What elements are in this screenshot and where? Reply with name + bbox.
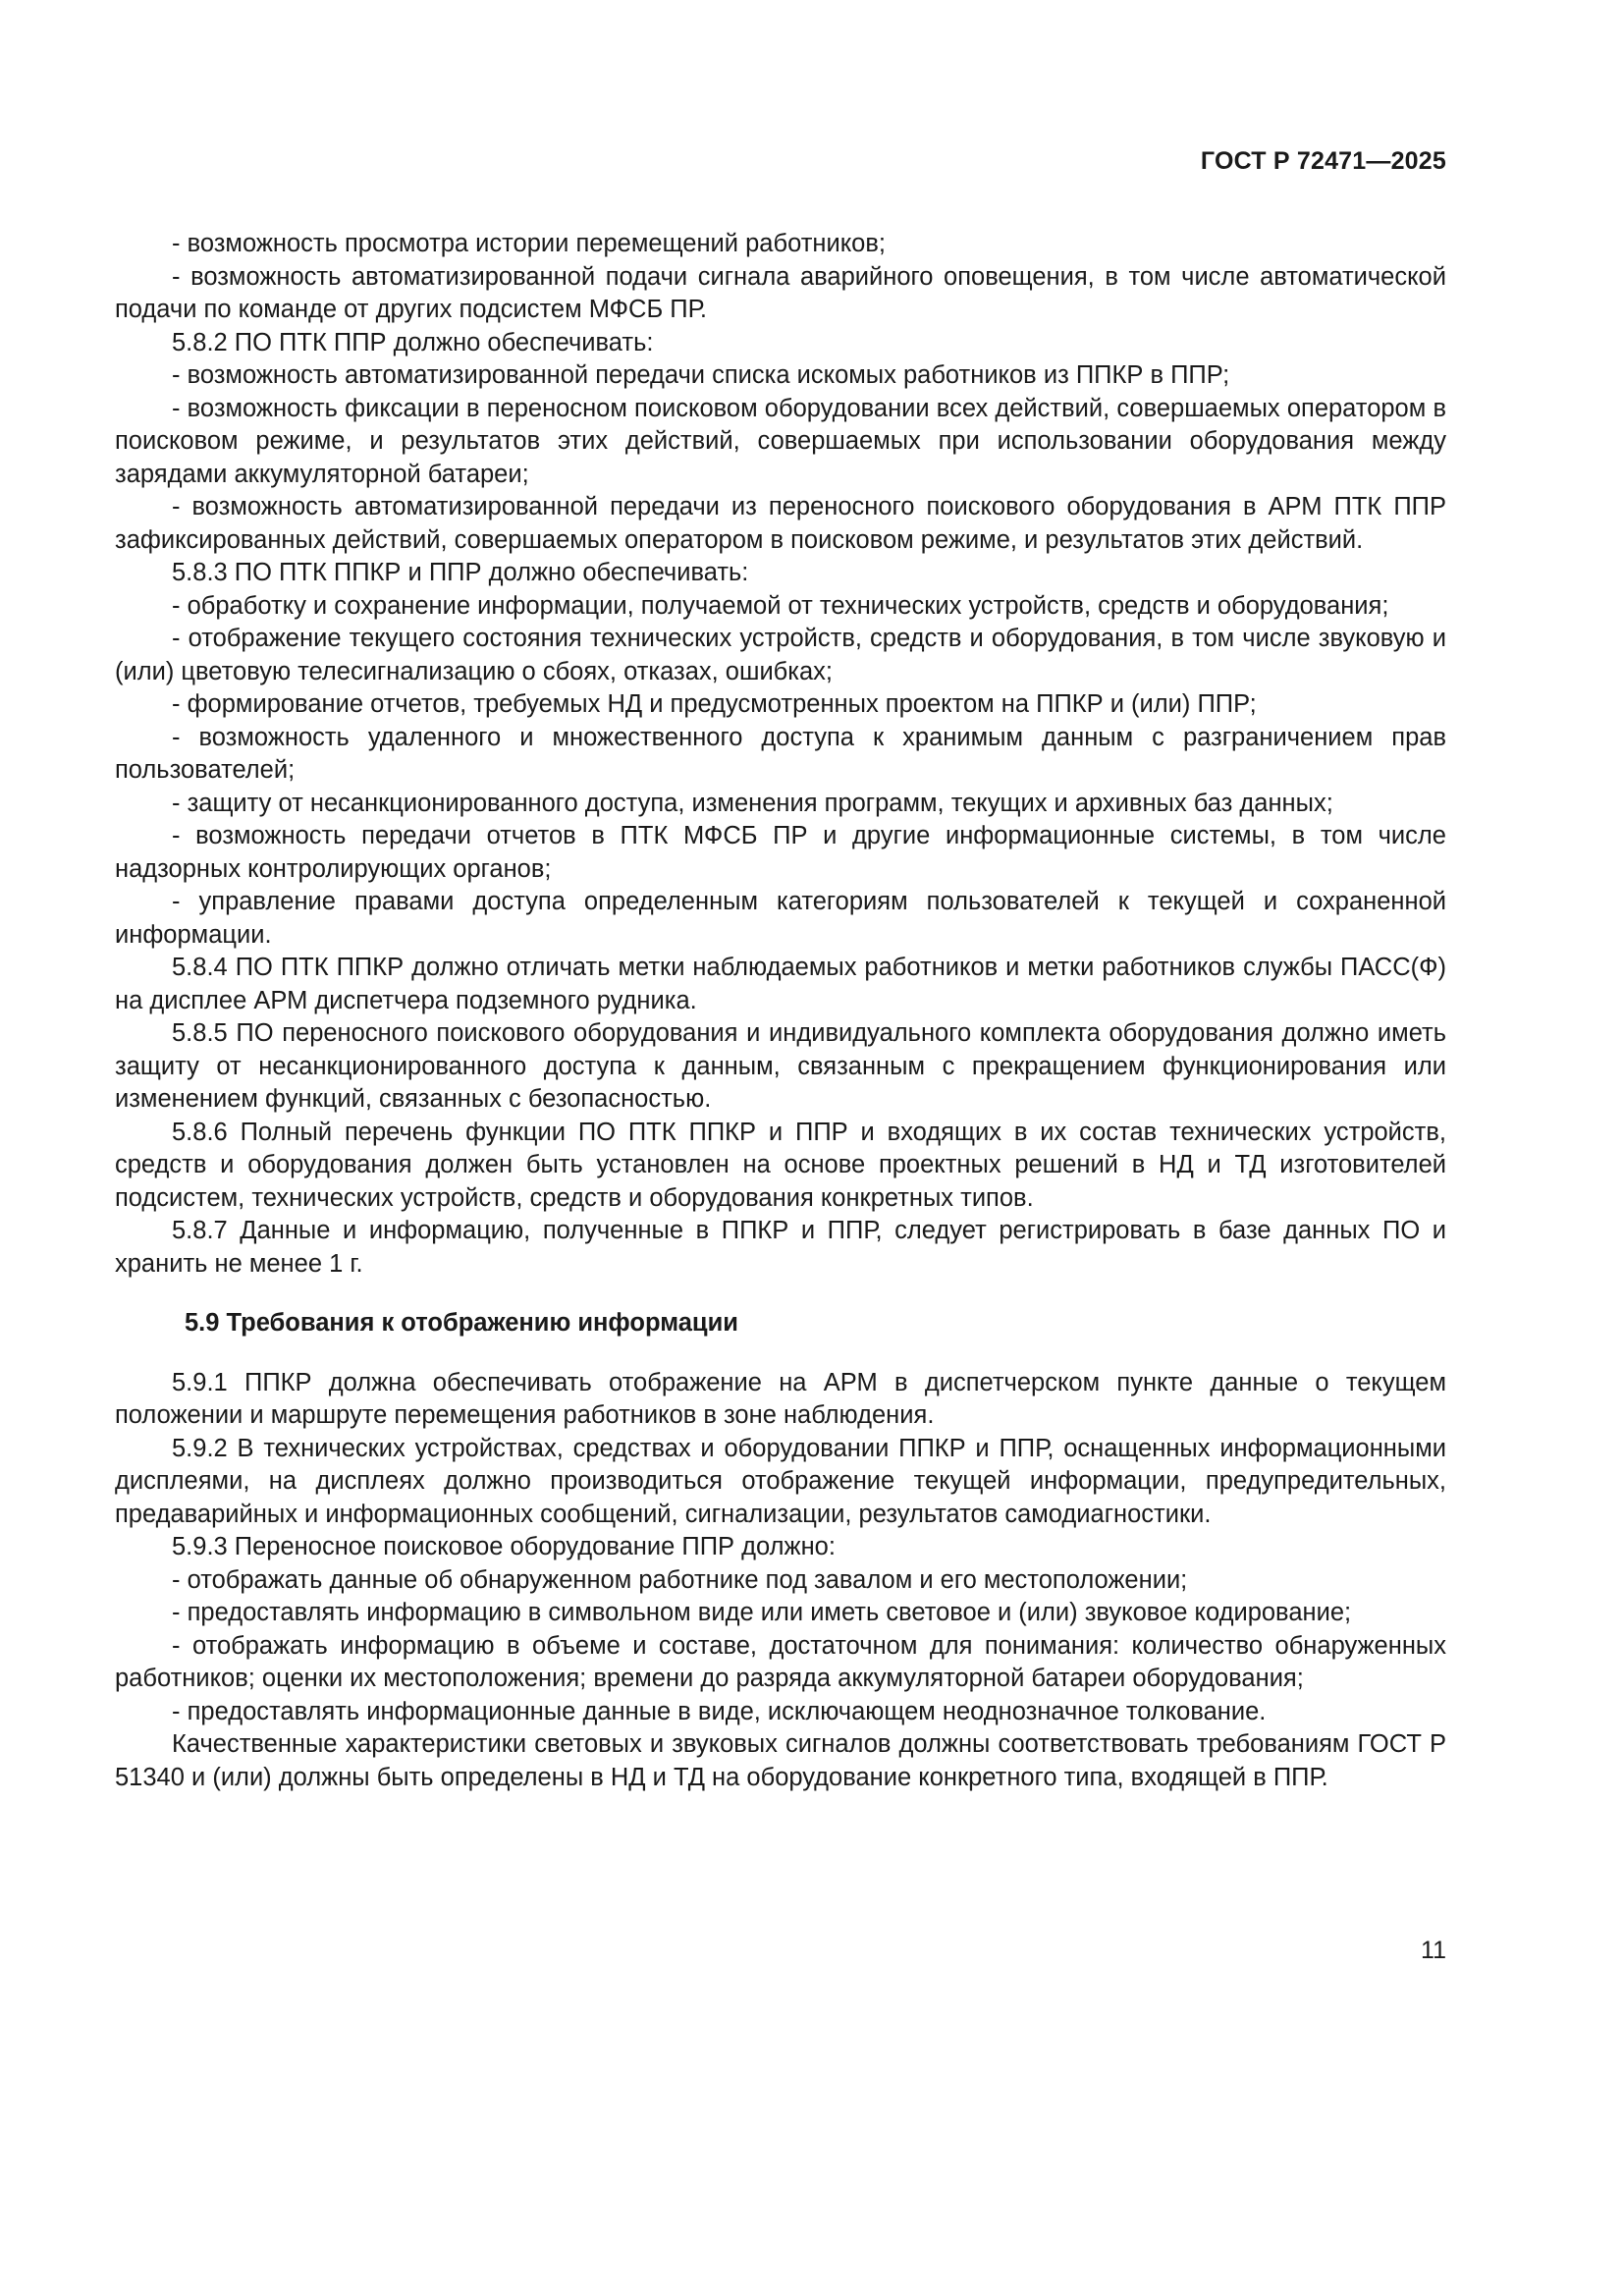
paragraph: - формирование отчетов, требуемых НД и предусмотренных проектом на ППКР и (или) ППР; (172, 690, 1257, 718)
paragraph: 5.8.2 ПО ПТК ППР должно обеспечивать: (172, 328, 654, 356)
paragraph: - защиту от несанкционированного доступа, изменения программ, текущих и архивных баз данных; (172, 789, 1333, 817)
paragraph: - управление правами доступа определенным категориям пользователей к текущей и сохраненной информации. (115, 888, 1446, 949)
paragraph: - возможность передачи отчетов в ПТК МФСБ ПР и другие информационные системы, в том числе надзорных контролирующих органов; (115, 822, 1446, 883)
paragraph: - обработку и сохранение информации, получаемой от технических устройств, средств и оборудования; (172, 591, 1389, 620)
paragraph: - отображать информацию в объеме и составе, достаточном для понимания: количество обнаруженных работников; оценки их местоположения; времени до разряда аккумуляторной батареи оборудования; (115, 1631, 1446, 1692)
paragraph: - возможность автоматизированной подачи сигнала аварийного оповещения, в том числе автоматической подачи по команде от других подсистем МФСБ ПР. (115, 262, 1446, 323)
paragraph: 5.8.7 Данные и информацию, полученные в ППКР и ППР, следует регистрировать в базе данных ПО и хранить не менее 1 г. (115, 1217, 1446, 1278)
paragraph: - возможность удаленного и множественного доступа к хранимым данным с разграничением прав пользователей; (115, 723, 1446, 784)
paragraph: 5.8.6 Полный перечень функции ПО ПТК ППКР и ППР и входящих в их состав технических устройств, средств и оборудования должен быть установлен на основе проектных решений в НД и ТД изготовителей подсистем, технических устройств, средств и оборудования конкретных типов. (115, 1118, 1446, 1212)
paragraph: - возможность автоматизированной передачи списка искомых работников из ППКР в ППР; (172, 361, 1230, 389)
paragraph: 5.9.2 В технических устройствах, средствах и оборудовании ППКР и ППР, оснащенных информационными дисплеями, на дисплеях должно производиться отображение текущей информации, предупредительных, предаварийных и информационных сообщений, сигнализации, результатов самодиагностики. (115, 1434, 1446, 1528)
document-header: ГОСТ Р 72471—2025 (1200, 147, 1446, 175)
paragraph: 5.8.3 ПО ПТК ППКР и ППР должно обеспечивать: (172, 559, 749, 586)
document-body (115, 228, 1446, 1794)
paragraph: - возможность автоматизированной передачи из переносного поискового оборудования в АРМ ПТК ППР зафиксированных действий, совершаемых оператором в поисковом режиме, и результатов этих действий. (115, 493, 1446, 554)
paragraph: 5.8.4 ПО ПТК ППКР должно отличать метки наблюдаемых работников и метки работников службы ПАСС(Ф) на дисплее АРМ диспетчера подземного рудника. (115, 954, 1446, 1014)
paragraph: Качественные характеристики световых и звуковых сигналов должны соответствовать требованиям ГОСТ Р 51340 и (или) должны быть определены в НД и ТД на оборудование конкретного типа, входящей в ППР. (115, 1730, 1446, 1791)
page-number: 11 (1421, 1937, 1446, 1964)
paragraph: - возможность фиксации в переносном поисковом оборудовании всех действий, совершаемых оператором в поисковом режиме, и результатов этих действий, совершаемых при использовании оборудования между зарядами аккумуляторной батареи; (115, 394, 1446, 488)
paragraph: - предоставлять информацию в символьном виде или иметь световое и (или) звуковое кодирование; (172, 1599, 1352, 1626)
paragraph: - отображение текущего состояния технических устройств, средств и оборудования, в том числе звуковую и (или) цветовую телесигнализацию о сбоях, отказах, ошибках; (115, 625, 1446, 685)
paragraph: - предоставлять информационные данные в виде, исключающем неоднозначное толкование. (172, 1697, 1267, 1725)
paragraph: - возможность просмотра истории перемещений работников; (172, 230, 886, 257)
paragraph: 5.9.3 Переносное поисковое оборудование ППР должно: (172, 1533, 836, 1560)
paragraph: 5.8.5 ПО переносного поискового оборудования и индивидуального комплекта оборудования должно иметь защиту от несанкционированного доступа к данным, связанным с прекращением функционирования или изменением функций, связанных с безопасностью. (115, 1019, 1446, 1113)
paragraph: - отображать данные об обнаруженном работнике под завалом и его местоположении; (172, 1565, 1188, 1594)
section-heading: 5.9 Требования к отображению информации (185, 1309, 738, 1337)
paragraph: 5.9.1 ППКР должна обеспечивать отображение на АРМ в диспетчерском пункте данные о текущем положении и маршруте перемещения работников в зоне наблюдения. (115, 1368, 1446, 1429)
